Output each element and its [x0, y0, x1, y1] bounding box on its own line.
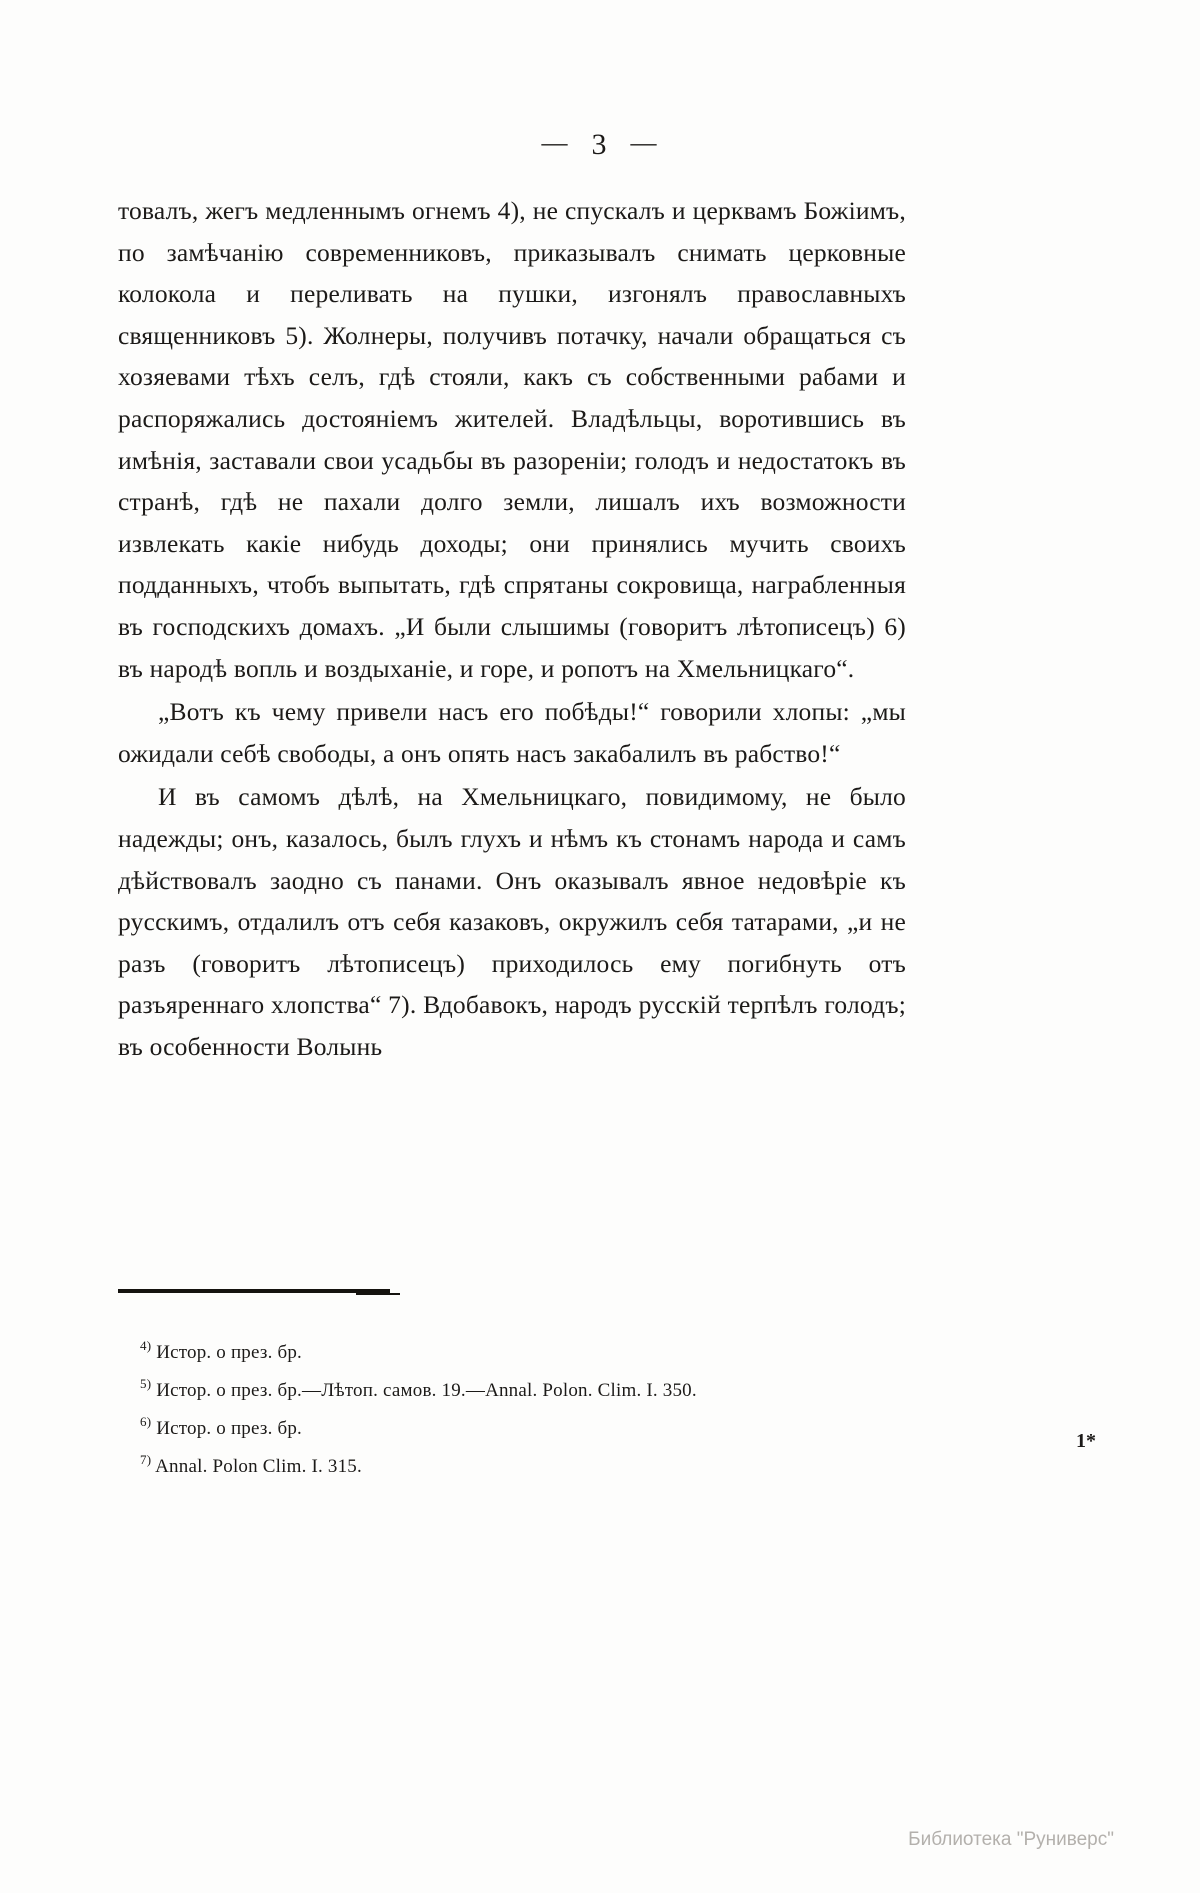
footnotes-block — [140, 1330, 920, 1482]
page-number-value: 3 — [591, 128, 609, 161]
footnote-marker: 5) — [140, 1376, 152, 1391]
body-text — [118, 190, 906, 1067]
paragraph-3: И въ самомъ дѣлѣ, на Хмельницкаго, повидимому, не было надежды; онъ, казалось, былъ глухъ и нѣмъ къ стонамъ народа и самъ дѣйствовалъ заодно съ панами. Онъ оказывалъ явное недовѣріе къ русскимъ, отдалилъ отъ себя казаковъ, окружилъ себя татарами, „и не разъ (говоритъ лѣтописецъ) приходилось ему погибнуть отъ разъяреннаго хлопства“ 7). Вдобавокъ, народъ русскій терпѣлъ голодъ; въ особенности Волынь — [118, 782, 906, 1061]
footnote-marker: 7) — [140, 1452, 152, 1467]
footnote-text: Истор. о през. бр. — [156, 1418, 302, 1439]
page-number-dash-right: — — [630, 128, 659, 157]
footnote-marker: 6) — [140, 1414, 152, 1429]
footnote-marker: 4) — [140, 1338, 152, 1353]
paragraph-1: товалъ, жегъ медленнымъ огнемъ 4), не спускалъ и церквамъ Божіимъ, по замѣчанію современниковъ, приказывалъ снимать церковные колокола и переливать на пушки, изгонялъ православныхъ священниковъ 5). Жолнеры, получивъ потачку, начали обращаться съ хозяевами тѣхъ селъ, гдѣ стояли, какъ съ собственными рабами и распоряжались достояніемъ жителей. Владѣльцы, воротившись въ имѣнія, заставали свои усадьбы въ разореніи; голодъ и недостатокъ въ странѣ, гдѣ не пахали долго земли, лишалъ ихъ возможности извлекать какіе нибудь доходы; они принялись мучить своихъ подданныхъ, чтобъ выпытать, гдѣ спрятаны сокровища, награбленныя въ господскихъ домахъ. „И были слышимы (говоритъ лѣтописецъ) 6) въ народѣ вопль и воздыханіе, и горе, и ропотъ на Хмельницкаго“. — [118, 196, 906, 683]
page-number — [0, 128, 1200, 162]
library-watermark: Библиотека "Руниверс" — [908, 1829, 1114, 1850]
footnote-text: Истор. о през. бр. — [156, 1342, 302, 1363]
footnote-item — [140, 1368, 920, 1406]
footnote-text: Annal. Polon Clim. I. 315. — [155, 1456, 362, 1477]
footnote-separator-rule — [118, 1289, 390, 1293]
signature-mark: 1* — [1076, 1430, 1096, 1452]
footnote-text: Истор. о през. бр.—Лѣтоп. самов. 19.—Annal. Polon. Clim. I. 350. — [156, 1380, 697, 1401]
page-number-dash-left: — — [541, 128, 570, 157]
paragraph-2: „Вотъ къ чему привели насъ его побѣды!“ говорили хлопы: „мы ожидали себѣ свободы, а онъ опять насъ закабалилъ въ рабство!“ — [118, 697, 906, 768]
footnote-item — [140, 1330, 920, 1368]
